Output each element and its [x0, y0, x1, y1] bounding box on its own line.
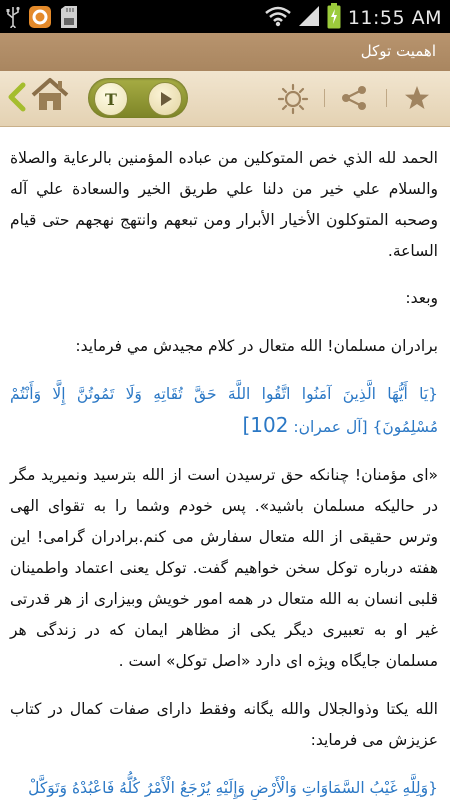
share-icon[interactable] — [340, 84, 368, 116]
toolbar-divider — [386, 89, 387, 107]
quran-verse — [0, 379, 450, 443]
paragraph: برادران مسلمان! الله متعال در کلام مجیدش مي فرماید: — [75, 337, 438, 355]
text-audio-toggle — [88, 78, 188, 118]
status-bar — [0, 0, 450, 33]
home-icon[interactable] — [30, 77, 70, 113]
brightness-icon[interactable] — [277, 83, 309, 119]
clock: 11:55 AM — [347, 7, 442, 29]
verse-reference: 102] — [242, 413, 289, 437]
back-arrow-icon[interactable] — [6, 81, 28, 113]
battery-charging-icon — [327, 3, 341, 33]
wifi-icon — [265, 5, 291, 31]
toolbar-divider — [324, 89, 325, 107]
paragraph: وبعد: — [405, 289, 438, 307]
toolbar — [0, 71, 450, 127]
quran-verse: {وَلِلَّهِ غَيْبُ السَّمَاوَاتِ وَالْأَرْضِ وَإِلَيْهِ يُرْجَعُ الْأَمْرُ كُلُّهُ فَاعْبُدْهُ وَتَوَكَّلْ — [28, 779, 438, 797]
play-icon[interactable] — [148, 82, 182, 116]
text-mode-icon[interactable]: T — [94, 82, 128, 116]
signal-icon — [298, 5, 320, 31]
usb-icon — [6, 6, 20, 32]
paragraph: «ای مؤمنان! چنانکه حق ترسیدن است از الله بترسید ونمیرید مگر در حالیکه مسلمان باشید». پس خودم وشما را به تقوای الهی وترس حقیقی از الله متعال سفارش می کنم.برادران گرامی! این هفته درباره توکل سخن خواهیم گفت. توکل یعنی اعتماد واطمینان قلبی انسان به الله متعال در همه امور خویش وبیزاری از هر قدرتی غیر او به تعبیری دیگر یکی از مظاهر ایمان که در زندگی هر مسلمان جایگاه ویژه ای دارد «اصل توکل» است . — [10, 466, 438, 670]
star-icon[interactable] — [404, 85, 430, 115]
article-content[interactable] — [0, 127, 450, 800]
circle-app-icon — [28, 5, 52, 33]
sd-card-icon — [60, 5, 78, 33]
quran-verse-text: {يَا أَيُّهَا الَّذِينَ آمَنُوا اتَّقُوا اللَّهَ حَقَّ تُقَاتِهِ وَلَا تَمُوتُنَّ إِلَّا وَأَنْتُمْ مُسْلِمُونَ} [آل عمران: — [10, 385, 438, 436]
status-indicators — [265, 3, 442, 33]
page-title: اهمیت توکل — [360, 42, 436, 60]
status-notifications — [6, 5, 78, 33]
title-bar — [0, 33, 450, 71]
paragraph: الحمد لله الذي خص المتوكلين من عباده المؤمنين بالرعاية والصلاة والسلام علي خير من دلنا علي طريق الخير والسعادة علي آله وصحبه المتوكلون الأخيار الأبرار ومن تبعهم وانتهج نهجهم حتى قيام الساعة. — [10, 149, 438, 260]
paragraph: الله یکتا وذوالجلال والله یگانه وفقط دارای صفات کمال در کتاب عزیزش می فرماید: — [10, 700, 438, 749]
